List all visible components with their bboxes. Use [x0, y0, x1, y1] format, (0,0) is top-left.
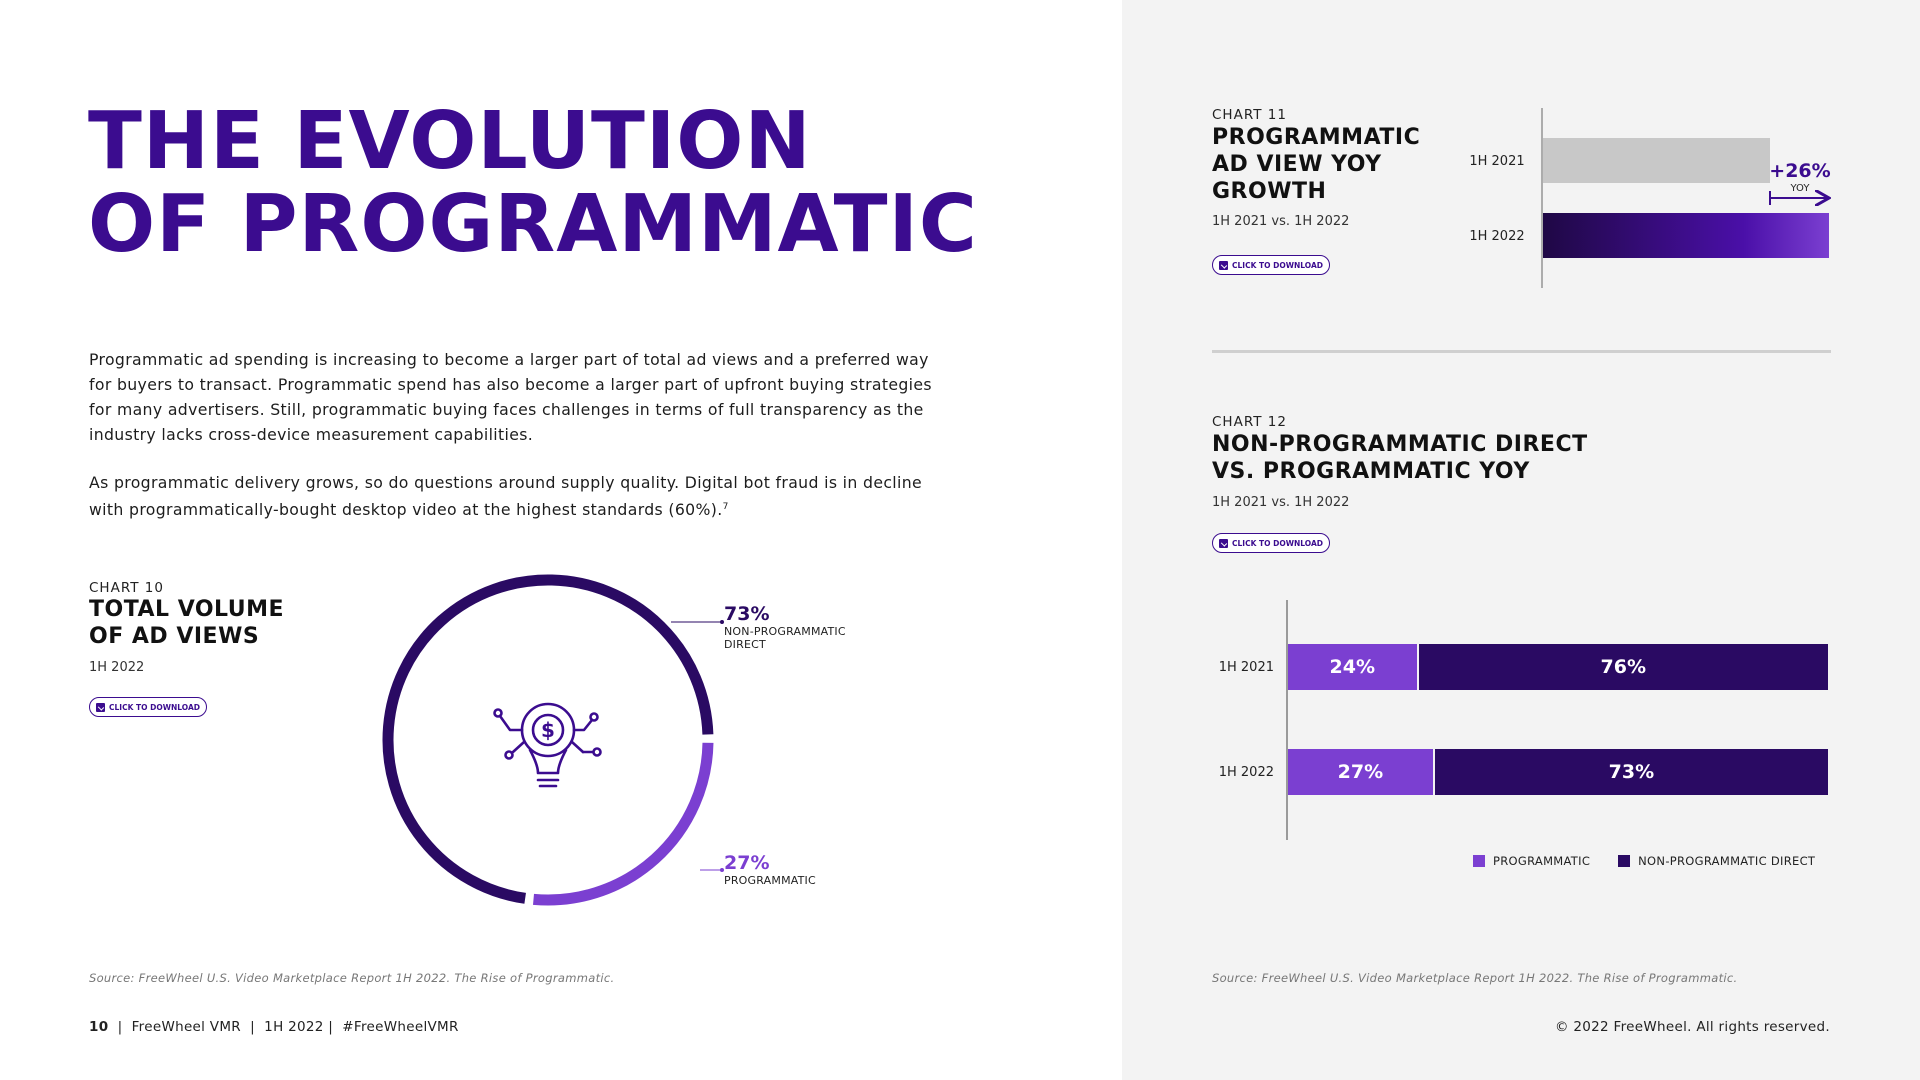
non-programmatic-label-line1: NON-PROGRAMMATIC: [724, 625, 846, 638]
chart12-source: Source: FreeWheel U.S. Video Marketplace Report 1H 2022. The Rise of Programmatic.: [1212, 971, 1738, 985]
chart12-axis: [1286, 600, 1288, 840]
legend-swatch-programmatic: [1473, 855, 1485, 867]
chart10-download-button[interactable]: [89, 697, 207, 717]
chart11-download-button[interactable]: [1212, 255, 1330, 275]
chart10-title-line2: OF AD VIEWS: [89, 624, 260, 649]
chart12-title-line2: VS. PROGRAMMATIC YOY: [1212, 459, 1530, 484]
donut-callout-non-programmatic: [724, 603, 846, 651]
chart11-category-1: 1H 2021: [1469, 154, 1525, 169]
chart11-bar-1h2022: [1543, 213, 1829, 258]
programmatic-label: PROGRAMMATIC: [724, 874, 816, 887]
chart12-category-1: 1H 2021: [1218, 660, 1274, 675]
non-programmatic-percent: 73%: [724, 603, 770, 625]
non-programmatic-label-line2: DIRECT: [724, 638, 766, 651]
chart11-title-line3: GROWTH: [1212, 179, 1327, 204]
chart12-row-1h2021: [1288, 644, 1828, 690]
page-title-line2: OF PROGRAMMATIC: [88, 178, 978, 270]
chart12-title: [1212, 431, 1588, 485]
chart12-label: CHART 12: [1212, 414, 1287, 430]
chart10-label: CHART 10: [89, 580, 164, 596]
chart12-category-2: 1H 2022: [1218, 765, 1274, 780]
chart12-row-1h2022: [1288, 749, 1828, 795]
non-programmatic-label: [724, 625, 846, 651]
section-divider: [1212, 350, 1831, 353]
chart10-title: [89, 596, 284, 650]
chart11-bars: [1460, 105, 1840, 290]
chart10-source: Source: FreeWheel U.S. Video Marketplace Report 1H 2022. The Rise of Programmatic.: [89, 971, 615, 985]
legend-label-programmatic: PROGRAMMATIC: [1493, 854, 1591, 868]
footer-left: [89, 1019, 459, 1035]
download-icon: [1219, 539, 1228, 548]
page-title-line1: THE EVOLUTION: [88, 95, 812, 187]
chart11-bar-1h2021: [1543, 138, 1770, 183]
dollar-glyph: $: [541, 718, 555, 742]
lightbulb-dollar-icon: [495, 704, 601, 786]
legend-swatch-non-programmatic: [1618, 855, 1630, 867]
programmatic-percent: 27%: [724, 852, 770, 874]
chart11-category-2: 1H 2022: [1469, 229, 1525, 244]
chart12-title-line1: NON-PROGRAMMATIC DIRECT: [1212, 432, 1588, 457]
chart11-title: [1212, 124, 1420, 205]
footer-copyright: © 2022 FreeWheel. All rights reserved.: [1554, 1019, 1830, 1035]
supply-quality-text: As programmatic delivery grows, so do questions around supply quality. Digital bot fraud is in decline with programmatically-bought desktop video at the highest standards (60%).: [89, 473, 923, 520]
download-icon: [1219, 261, 1228, 270]
chart10-subtitle: 1H 2022: [89, 660, 145, 675]
chart12-bar-non-programmatic-1h2021: 76%: [1419, 644, 1828, 690]
chart12-legend: [1473, 854, 1815, 868]
download-button-label: CLICK TO DOWNLOAD: [1232, 260, 1323, 270]
page-number: 10: [89, 1019, 109, 1035]
chart11-subtitle: 1H 2021 vs. 1H 2022: [1212, 214, 1350, 229]
chart12-bar-non-programmatic-1h2022: 73%: [1435, 749, 1828, 795]
donut-callout-programmatic: [724, 852, 816, 887]
chart12-bar-programmatic-1h2022: 27%: [1288, 749, 1433, 795]
download-button-label: CLICK TO DOWNLOAD: [109, 702, 200, 712]
chart12-download-button[interactable]: [1212, 533, 1330, 553]
supply-quality-paragraph: [89, 470, 954, 522]
intro-paragraph: Programmatic ad spending is increasing to become a larger part of total ad views and a preferred way for buyers to transact. Programmatic spend has also become a larger part of upfront buying strategies for many advertisers. Still, programmatic buying faces challenges in terms of full transparency as the industry lacks cross-device measurement capabilities.: [89, 350, 932, 444]
footnote-ref: 7: [722, 502, 729, 512]
chart11-growth-value: +26%: [1769, 160, 1831, 182]
download-button-label: CLICK TO DOWNLOAD: [1232, 538, 1323, 548]
page-title: [88, 95, 988, 270]
chart11-growth-unit: YOY: [1790, 183, 1810, 194]
chart12-subtitle: 1H 2021 vs. 1H 2022: [1212, 495, 1350, 510]
footer-left-text: | FreeWheel VMR | 1H 2022 | #FreeWheelVMR: [108, 1019, 459, 1035]
download-icon: [96, 703, 105, 712]
chart10-title-line1: TOTAL VOLUME: [89, 597, 285, 622]
legend-label-non-programmatic: NON-PROGRAMMATIC DIRECT: [1638, 854, 1816, 868]
chart11-label: CHART 11: [1212, 107, 1287, 123]
chart11-title-line2: AD VIEW YOY: [1212, 152, 1382, 177]
chart11-title-line1: PROGRAMMATIC: [1212, 125, 1421, 150]
chart12-bar-programmatic-1h2021: 24%: [1288, 644, 1417, 690]
